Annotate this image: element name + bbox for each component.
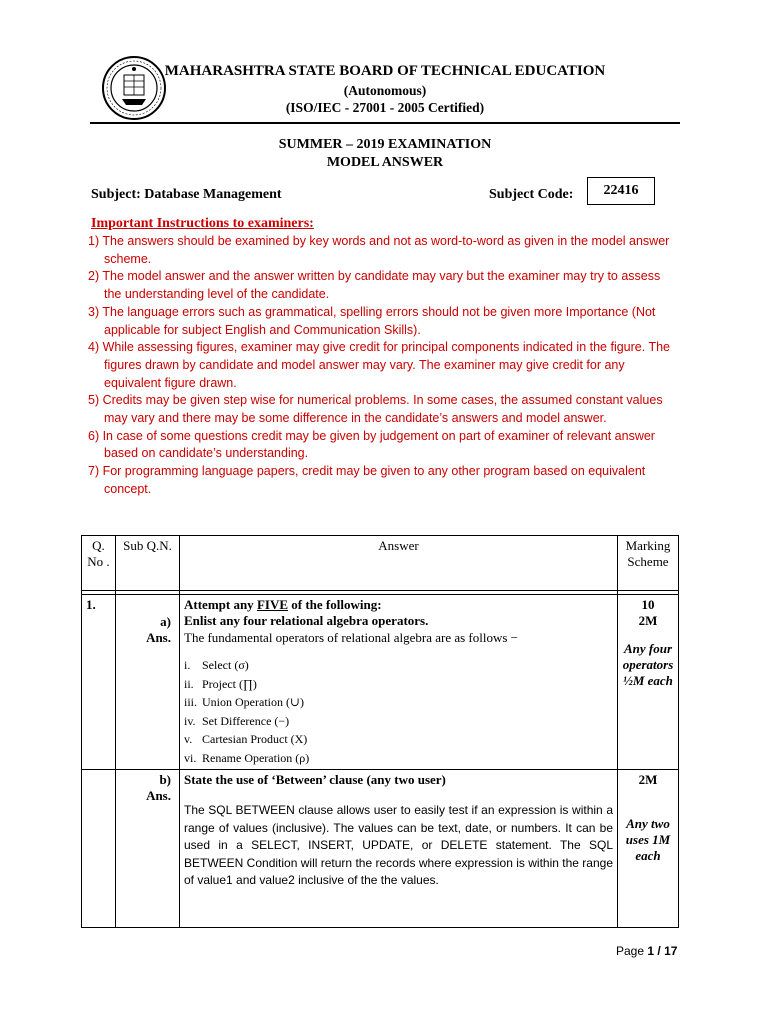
sub-question-cell (116, 770, 180, 928)
instructions-title: Important Instructions to examiners: (91, 216, 314, 231)
sub-question-label: a) (160, 614, 171, 629)
header-divider (90, 122, 680, 124)
subject-code-box: 22416 (587, 177, 655, 205)
list-item: iv. Set Difference (−) (184, 713, 290, 728)
question-instruction: Attempt any FIVE of the following: (184, 597, 382, 612)
instruction-item: 7) For programming language papers, credit may be given to any other program based on equivalent concept. (88, 464, 646, 496)
marking-cell (618, 595, 679, 770)
marking-note: Any two uses 1M each (625, 816, 671, 863)
answer-cell (180, 595, 618, 770)
ans-label: Ans. (146, 630, 171, 645)
ans-label: Ans. (146, 788, 171, 803)
instruction-item: 2) The model answer and the answer written by candidate may vary but the examiner may try to assess the understanding level of the candidate. (88, 269, 661, 302)
model-answer-table (81, 535, 679, 928)
subject-name: Subject: Database Management (91, 187, 282, 202)
header-qno: Q. No . (82, 536, 116, 591)
question-number: 1. (82, 595, 116, 770)
instruction-item: 4) While assessing figures, examiner may give credit for principal components indicated in the figure. The figures drawn by candidate and model answer may vary. The examiner may give credit for any equivalent figure drawn. (88, 340, 670, 390)
marking-cell (618, 770, 679, 928)
header-subqn: Sub Q.N. (116, 536, 180, 591)
instruction-item: 6) In case of some questions credit may be given by judgement on part of examiner of relevant answer based on candidate’s understanding. (88, 428, 655, 461)
header-marking-scheme: Marking Scheme (618, 536, 679, 591)
question-text: State the use of ‘Between’ clause (any two user) (184, 772, 446, 787)
table-row (82, 595, 679, 770)
sub-question-cell (116, 595, 180, 770)
document-type: MODEL ANSWER (326, 155, 444, 170)
list-item: iii. Union Operation (∪) (184, 695, 305, 709)
exam-title: SUMMER – 2019 EXAMINATION (278, 137, 492, 152)
operator-list (184, 656, 613, 767)
instruction-item: 3) The language errors such as grammatical, spelling errors should not be given more Importance (Not applicable for subject English and Communication Skills). (88, 304, 656, 337)
question-marks: 2M (638, 613, 658, 628)
table-row (82, 770, 679, 928)
instruction-item: 1) The answers should be examined by key words and not as word-to-word as given in the model answer scheme. (88, 234, 670, 266)
total-marks: 10 (641, 597, 655, 612)
marking-note: Any four operators ½M each (622, 641, 674, 688)
answer-intro: The fundamental operators of relational algebra are as follows − (184, 630, 519, 645)
answer-body: The SQL BETWEEN clause allows user to easily test if an expression is within a range of values (inclusive). The values can be text, date, or numbers. It can be used in a SELECT, INSERT, UPDATE, or DELETE statement. The SQL BETWEEN Condition will return the records where expression is within the range of value1 and value2 inclusive of the the values. (184, 803, 613, 887)
header-answer: Answer (180, 536, 618, 591)
instruction-item: 5) Credits may be given step wise for numerical problems. In some cases, the assumed constant values may vary and there may be some difference in the candidate’s answers and model answer. (88, 393, 663, 426)
page-number: Page 1 / 17 (616, 944, 678, 958)
subject-code-label: Subject Code: (489, 187, 574, 202)
sub-question-label: b) (159, 772, 171, 787)
list-item: ii. Project (∏) (184, 676, 257, 691)
instructions-list (88, 233, 680, 499)
list-item: vi. Rename Operation (ρ) (184, 750, 310, 765)
question-text: Enlist any four relational algebra operators. (184, 613, 429, 628)
question-marks: 2M (638, 772, 658, 787)
certification-label: (ISO/IEC - 27001 - 2005 Certified) (285, 100, 485, 115)
list-item: i. Select (σ) (184, 658, 249, 672)
autonomous-label: (Autonomous) (343, 83, 427, 98)
list-item: v. Cartesian Product (X) (184, 732, 308, 746)
table-header-row (82, 536, 679, 591)
institution-title: MAHARASHTRA STATE BOARD OF TECHNICAL EDUCATION (164, 63, 606, 79)
answer-cell (180, 770, 618, 928)
